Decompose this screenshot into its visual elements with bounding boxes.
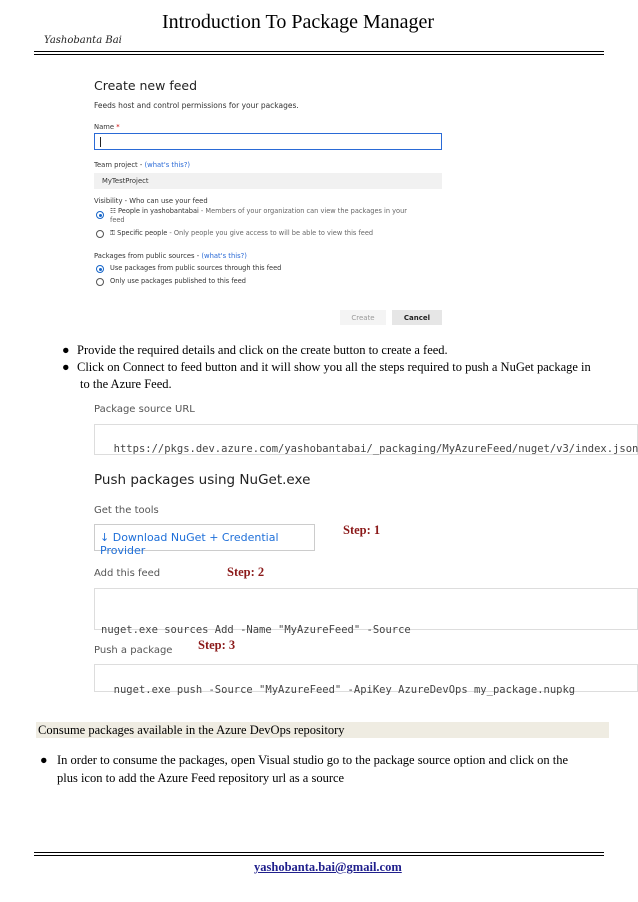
public-sources-label-text: Packages from public sources - bbox=[94, 252, 202, 260]
text-caret bbox=[100, 137, 101, 147]
bullet-marker: ● bbox=[62, 360, 70, 374]
bullet-connect-feed-text: Click on Connect to feed button and it will show you all the steps required to push a NuGet package in bbox=[77, 360, 591, 374]
public-sources-only-radio[interactable] bbox=[96, 278, 104, 286]
visibility-specific-radio[interactable] bbox=[96, 230, 104, 238]
download-icon: ↓ bbox=[100, 531, 110, 544]
get-tools-label: Get the tools bbox=[94, 505, 159, 516]
page-title: Introduction To Package Manager bbox=[162, 11, 435, 33]
consume-section-heading: Consume packages available in the Azure DevOps repository bbox=[36, 722, 609, 738]
public-sources-label bbox=[94, 252, 247, 260]
visibility-org-desc: - Members of your organization can view the packages in your bbox=[198, 207, 407, 215]
package-source-url-label: Package source URL bbox=[94, 404, 195, 415]
team-project-field: MyTestProject bbox=[94, 173, 442, 189]
footer-email-link[interactable]: yashobanta.bai@gmail.com bbox=[254, 860, 402, 874]
cancel-button[interactable]: Cancel bbox=[392, 310, 442, 325]
bullet-marker: ● bbox=[62, 343, 70, 357]
push-command: nuget.exe push -Source "MyAzureFeed" -ApiKey AzureDevOps my_package.nupkg bbox=[113, 684, 576, 696]
create-feed-subtitle: Feeds host and control permissions for your packages. bbox=[94, 101, 299, 110]
required-marker: * bbox=[116, 123, 120, 131]
push-command-box[interactable] bbox=[94, 664, 638, 696]
push-packages-heading: Push packages using NuGet.exe bbox=[94, 472, 311, 488]
feed-name-input[interactable] bbox=[94, 133, 442, 150]
visibility-org-option[interactable] bbox=[110, 207, 440, 225]
public-sources-whats-this-link[interactable]: (what's this?) bbox=[201, 252, 247, 260]
author-name: Yashobanta Bai bbox=[44, 35, 122, 46]
public-sources-only-option[interactable]: Only use packages published to this feed bbox=[110, 277, 246, 285]
name-label-text: Name bbox=[94, 123, 115, 131]
bullet-create-feed-text: Provide the required details and click on the create button to create a feed. bbox=[77, 343, 448, 357]
footer-divider-secondary bbox=[34, 855, 604, 856]
team-project-whats-this-link[interactable]: (what's this?) bbox=[144, 161, 191, 169]
create-button[interactable]: Create bbox=[340, 310, 386, 325]
create-feed-title: Create new feed bbox=[94, 78, 198, 93]
package-source-url: https://pkgs.dev.azure.com/yashobantabai/_packaging/MyAzureFeed/nuget/v3/index.json bbox=[113, 443, 638, 455]
push-package-label: Push a package bbox=[94, 645, 173, 656]
download-nuget-button[interactable] bbox=[94, 524, 315, 557]
step-1-label: Step: 1 bbox=[343, 523, 381, 537]
bullet-consume-text: In order to consume the packages, open Visual studio go to the package source option and click on the bbox=[57, 753, 569, 767]
header-divider bbox=[34, 51, 604, 52]
visibility-org-radio[interactable] bbox=[96, 211, 104, 219]
bullet-connect-feed-text-cont: to the Azure Feed. bbox=[80, 377, 172, 391]
footer-divider bbox=[34, 852, 604, 853]
name-label bbox=[94, 123, 120, 131]
people-icon: ☷ bbox=[110, 207, 116, 215]
team-project-label-text: Team project - bbox=[94, 161, 145, 169]
bullet-marker: ● bbox=[40, 753, 48, 767]
visibility-label: Visibility - Who can use your feed bbox=[94, 197, 208, 205]
add-feed-label: Add this feed bbox=[94, 568, 161, 579]
step-3-label: Step: 3 bbox=[198, 638, 236, 652]
download-nuget-label: Download NuGet + Credential Provider bbox=[100, 531, 279, 557]
lock-icon: ⚿ bbox=[110, 229, 116, 237]
step-2-label: Step: 2 bbox=[227, 565, 265, 579]
visibility-specific-title: Specific people bbox=[117, 229, 168, 237]
team-project-label bbox=[94, 161, 190, 169]
public-sources-use-option[interactable]: Use packages from public sources through this feed bbox=[110, 264, 282, 272]
visibility-specific-desc: - Only people you give access to will be able to view this feed bbox=[167, 229, 374, 237]
add-feed-command-line1: nuget.exe sources Add -Name "MyAzureFeed" -Source bbox=[101, 624, 411, 636]
header-divider-secondary bbox=[34, 54, 604, 55]
visibility-org-desc-cont: feed bbox=[110, 216, 125, 224]
public-sources-use-radio[interactable] bbox=[96, 265, 104, 273]
create-feed-panel bbox=[86, 72, 446, 334]
visibility-specific-option[interactable] bbox=[110, 229, 440, 238]
package-source-url-box[interactable] bbox=[94, 424, 638, 455]
bullet-consume-text-cont: plus icon to add the Azure Feed repository url as a source bbox=[57, 771, 345, 785]
visibility-org-title: People in yashobantabai bbox=[118, 207, 199, 215]
add-feed-command-box[interactable] bbox=[94, 588, 638, 636]
